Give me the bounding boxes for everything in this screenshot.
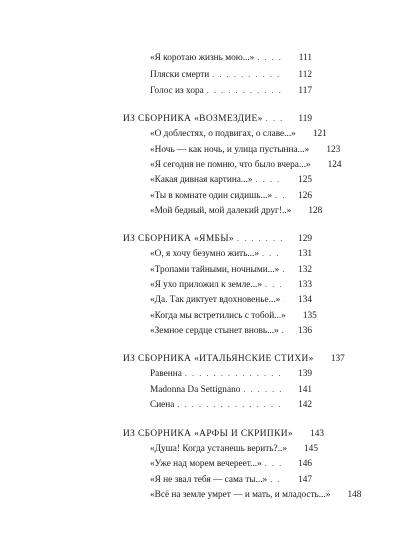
section-title: ИЗ СБОРНИКА «ИТАЛЬЯНСКИЕ СТИХИ» — [123, 354, 314, 364]
dot-leader — [265, 458, 284, 470]
page-number: 143 — [310, 429, 324, 439]
entry-title: Пляски смерти — [150, 70, 210, 80]
page-number: 139 — [298, 369, 312, 379]
entry-title: «Я не звал тебя — сама ты...» — [150, 475, 268, 485]
toc-entry-row — [150, 384, 312, 396]
entry-title: «Да. Так диктует вдохновенье...» — [150, 295, 281, 305]
entry-title: «Я ухо приложил к земле...» — [150, 280, 263, 290]
dot-leader — [243, 384, 284, 396]
toc-entry-row — [150, 128, 327, 140]
entry-title: «Я сегодня не помню, что было вчера...» — [150, 160, 311, 170]
toc-entry-row — [150, 458, 312, 470]
page-number: 123 — [326, 145, 341, 155]
page-number: 135 — [302, 311, 317, 321]
toc-entry-row — [150, 52, 312, 64]
toc-entry-row — [150, 368, 312, 380]
toc-entry-row — [150, 489, 362, 501]
dot-leader — [266, 113, 284, 125]
page-number: 111 — [298, 53, 312, 63]
page-number: 134 — [298, 295, 312, 305]
entry-title: «Мой бедный, мой далекий друг!..» — [150, 206, 292, 216]
dot-leader — [270, 474, 284, 486]
dot-leader — [207, 85, 284, 97]
page-number: 119 — [298, 114, 312, 124]
entry-title: Madonna Da Settignano — [150, 385, 241, 395]
entry-title: «Душа! Когда устанешь верить?..» — [150, 444, 287, 454]
section-title: ИЗ СБОРНИКА «АРФЫ И СКРИПКИ» — [123, 429, 293, 439]
toc-entry-row — [150, 279, 312, 291]
dot-leader — [256, 174, 284, 186]
page-number: 131 — [298, 249, 312, 259]
toc-entry-row — [150, 294, 312, 306]
toc-entry-row — [150, 474, 312, 486]
page-number: 136 — [298, 326, 312, 336]
toc-entry-row — [150, 443, 318, 455]
entry-title: «Земное сердце стынет вновь...» — [150, 326, 279, 336]
toc-section-row — [123, 353, 345, 365]
toc-section-row — [123, 428, 324, 440]
dot-leader — [265, 279, 284, 291]
entry-title: «Когда мы встретились с тобой...» — [150, 311, 286, 321]
toc-entry-row — [150, 399, 312, 411]
section-title: ИЗ СБОРНИКА «ЯМБЫ» — [123, 234, 234, 244]
page-number: 126 — [298, 191, 312, 201]
page-number: 125 — [298, 175, 312, 185]
page-number: 145 — [304, 444, 318, 454]
toc-entry-row — [150, 190, 312, 202]
entry-title: Голос из хора — [150, 86, 204, 96]
section-title: ИЗ СБОРНИКА «ВОЗМЕЗДИЕ» — [123, 114, 263, 124]
page-number: 129 — [298, 234, 312, 244]
toc-entry-row — [150, 174, 312, 186]
page-number: 112 — [298, 70, 312, 80]
toc-entry-row — [150, 144, 341, 156]
entry-title: «Ты в комнате один сидишь...» — [150, 191, 273, 201]
page-number: 147 — [298, 475, 312, 485]
entry-title: «Тропами тайными, ночными...» — [150, 265, 280, 275]
dot-leader — [185, 368, 284, 380]
entry-title: Сиена — [150, 400, 175, 410]
entry-title: Равенна — [150, 369, 182, 379]
page-number: 124 — [327, 160, 342, 170]
toc-entry-row — [150, 69, 312, 81]
entry-title: «О доблестях, о подвигах, о славе...» — [150, 129, 296, 139]
toc-entry-row — [150, 248, 312, 260]
page-number: 148 — [347, 490, 362, 500]
page-number: 142 — [298, 400, 312, 410]
dot-leader — [237, 233, 284, 245]
entry-title: «Я коротаю жизнь мою...» — [150, 53, 255, 63]
entry-title: «Всё на земле умрет — и мать, и младость...» — [150, 490, 331, 500]
dot-leader — [177, 399, 284, 411]
page-number: 132 — [298, 265, 312, 275]
entry-title: «О, я хочу безумно жить...» — [150, 249, 259, 259]
page-number: 141 — [298, 385, 312, 395]
dot-leader — [262, 248, 284, 260]
entry-title: «Какая дивная картина...» — [150, 175, 253, 185]
page-number: 146 — [298, 459, 312, 469]
toc-entry-row — [150, 310, 317, 322]
dot-leader — [257, 52, 284, 64]
dot-leader — [212, 69, 284, 81]
page-number: 128 — [308, 206, 323, 216]
page-number: 137 — [330, 354, 345, 364]
toc-entry-row — [150, 85, 312, 97]
toc-entry-row — [150, 159, 342, 171]
toc-entry-row — [150, 325, 312, 337]
page-number: 121 — [312, 129, 327, 139]
toc-entry-row — [150, 205, 323, 217]
toc-section-row — [123, 233, 312, 245]
page-number: 117 — [298, 86, 312, 96]
dot-leader — [275, 190, 284, 202]
entry-title: «Ночь — как ночь, и улица пустынна...» — [150, 145, 310, 155]
page-number: 133 — [298, 280, 312, 290]
entry-title: «Уже над морем вечереет...» — [150, 459, 262, 469]
toc-entry-row — [150, 264, 312, 276]
toc-section-row — [123, 113, 312, 125]
